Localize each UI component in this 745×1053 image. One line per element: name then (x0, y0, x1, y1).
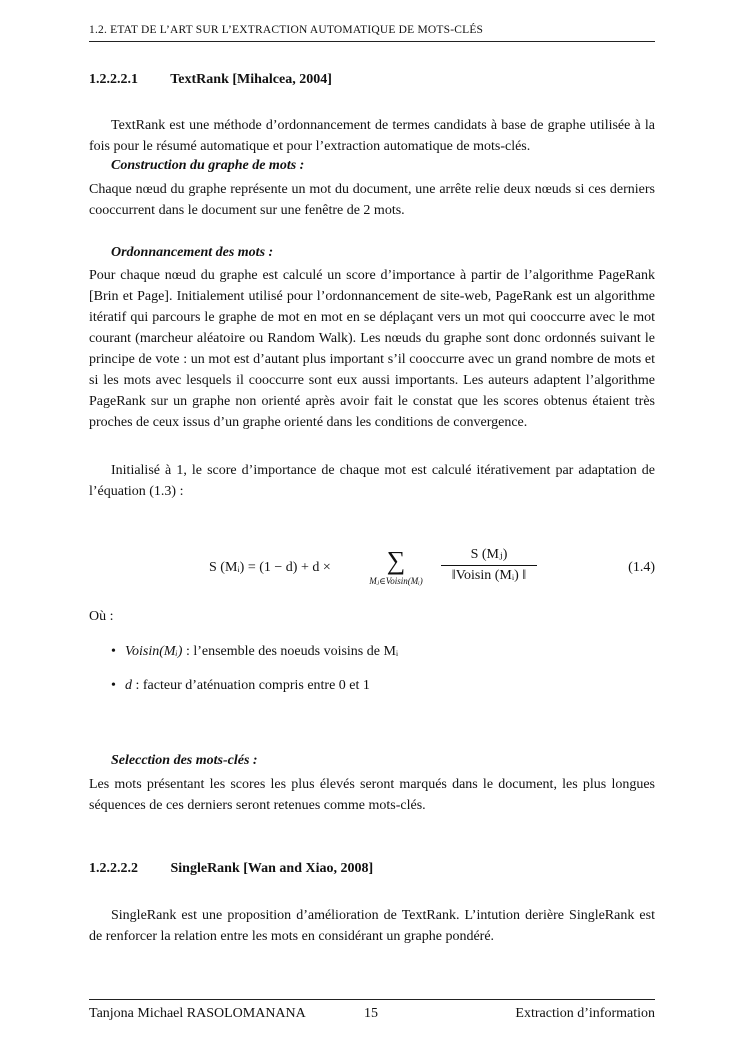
bullet-term: d (125, 678, 132, 693)
page-footer (89, 999, 655, 1026)
subheading-selection: Selecction des mots-clés : (111, 753, 258, 768)
section-heading-textrank (89, 72, 332, 88)
paragraph-intro: TextRank est une méthode d’ordonnancement de termes candidats à base de graphe utilisée à la fois pour le résumé automatique et pour l’extraction automatique de mots-clés. (89, 118, 655, 154)
bullet-text: : facteur d’aténuation compris entre 0 et 1 (132, 678, 370, 693)
bullet-text: : l’ensemble des noeuds voisins de Mᵢ (182, 644, 399, 659)
paragraph-construction: Chaque nœud du graphe représente un mot du document, une arrête relie deux nœuds si ces derniers cooccurrent dans le document sur une fenêtre de 2 mots. (89, 182, 655, 218)
footer-chapter: Extraction d’information (515, 1006, 655, 1021)
where-label: Où : (89, 609, 114, 624)
fraction-numerator: S (Mⱼ) (441, 546, 537, 566)
equation-1-4 (89, 544, 655, 600)
section-number: 1.2.2.2.2 (89, 861, 138, 876)
running-header: 1.2. ETAT DE L’ART SUR L’EXTRACTION AUTOMATIQUE DE MOTS-CLÉS (89, 24, 655, 42)
paragraph-ordonnancement: Pour chaque nœud du graphe est calculé un score d’importance à partir de l’algorithme PageRank [Brin et Page]. Initialement utilisé pour l’ordonnancement de site-web, PageRank est un algorithme itératif qui parcours le graphe de mot en mot en se déplaçant vers un mot qui cooccurre avec le mot courant (marcheur aléatoire ou Random Walk). Les nœuds du graphe sont donc ordonnés suivant le principe de vote : un mot est d’autant plus important s’il cooccurre avec un grand nombre de mots et si les mots avec lesquels il cooccurre sont eux aussi importants. Les auteurs adaptent l’algorithme PageRank sur un graphe non orienté après avoir fait le constat que les scores obtenus étaient très proches de ceux issus d’un graphe orienté dans les conditions de convergence. (89, 268, 655, 430)
footer-author: Tanjona Michael RASOLOMANANA (89, 1006, 306, 1021)
equation-fraction (441, 546, 537, 584)
list-item (111, 678, 370, 694)
equation-sum (351, 548, 441, 587)
list-item (111, 644, 398, 660)
paragraph-initialisation: Initialisé à 1, le score d’importance de chaque mot est calculé itérativement par adaptation de l’équation (1.3) : (89, 463, 655, 499)
bullet-term: Voisin(Mᵢ) (125, 644, 183, 659)
subheading-ordonnancement: Ordonnancement des mots : (111, 245, 274, 260)
section-title: TextRank [Mihalcea, 2004] (170, 72, 332, 87)
paragraph-singlerank: SingleRank est une proposition d’amélioration de TextRank. L’intution derière SingleRank est de renforcer la relation entre les mots en considérant un graphe pondéré. (89, 908, 655, 944)
sum-symbol: ∑ (386, 546, 406, 575)
subheading-construction: Construction du graphe de mots : (111, 158, 305, 173)
fraction-denominator: ‖Voisin (Mᵢ) ‖ (451, 568, 527, 583)
bullet-icon: • (111, 644, 116, 659)
paragraph-selection: Les mots présentant les scores les plus élevés seront marqués dans le document, les plus longues séquences de ces derniers seront retenues comme mots-clés. (89, 777, 655, 813)
sum-index: Mⱼ∈Voisin(Mᵢ) (369, 576, 423, 586)
section-number: 1.2.2.2.1 (89, 72, 138, 87)
section-heading-singlerank (89, 861, 373, 877)
equation-number: (1.4) (628, 560, 655, 575)
page-number: 15 (364, 1006, 378, 1021)
equation-lhs: S (Mᵢ) = (1 − d) + d × (209, 560, 331, 575)
bullet-icon: • (111, 678, 116, 693)
section-title: SingleRank [Wan and Xiao, 2008] (170, 861, 374, 876)
